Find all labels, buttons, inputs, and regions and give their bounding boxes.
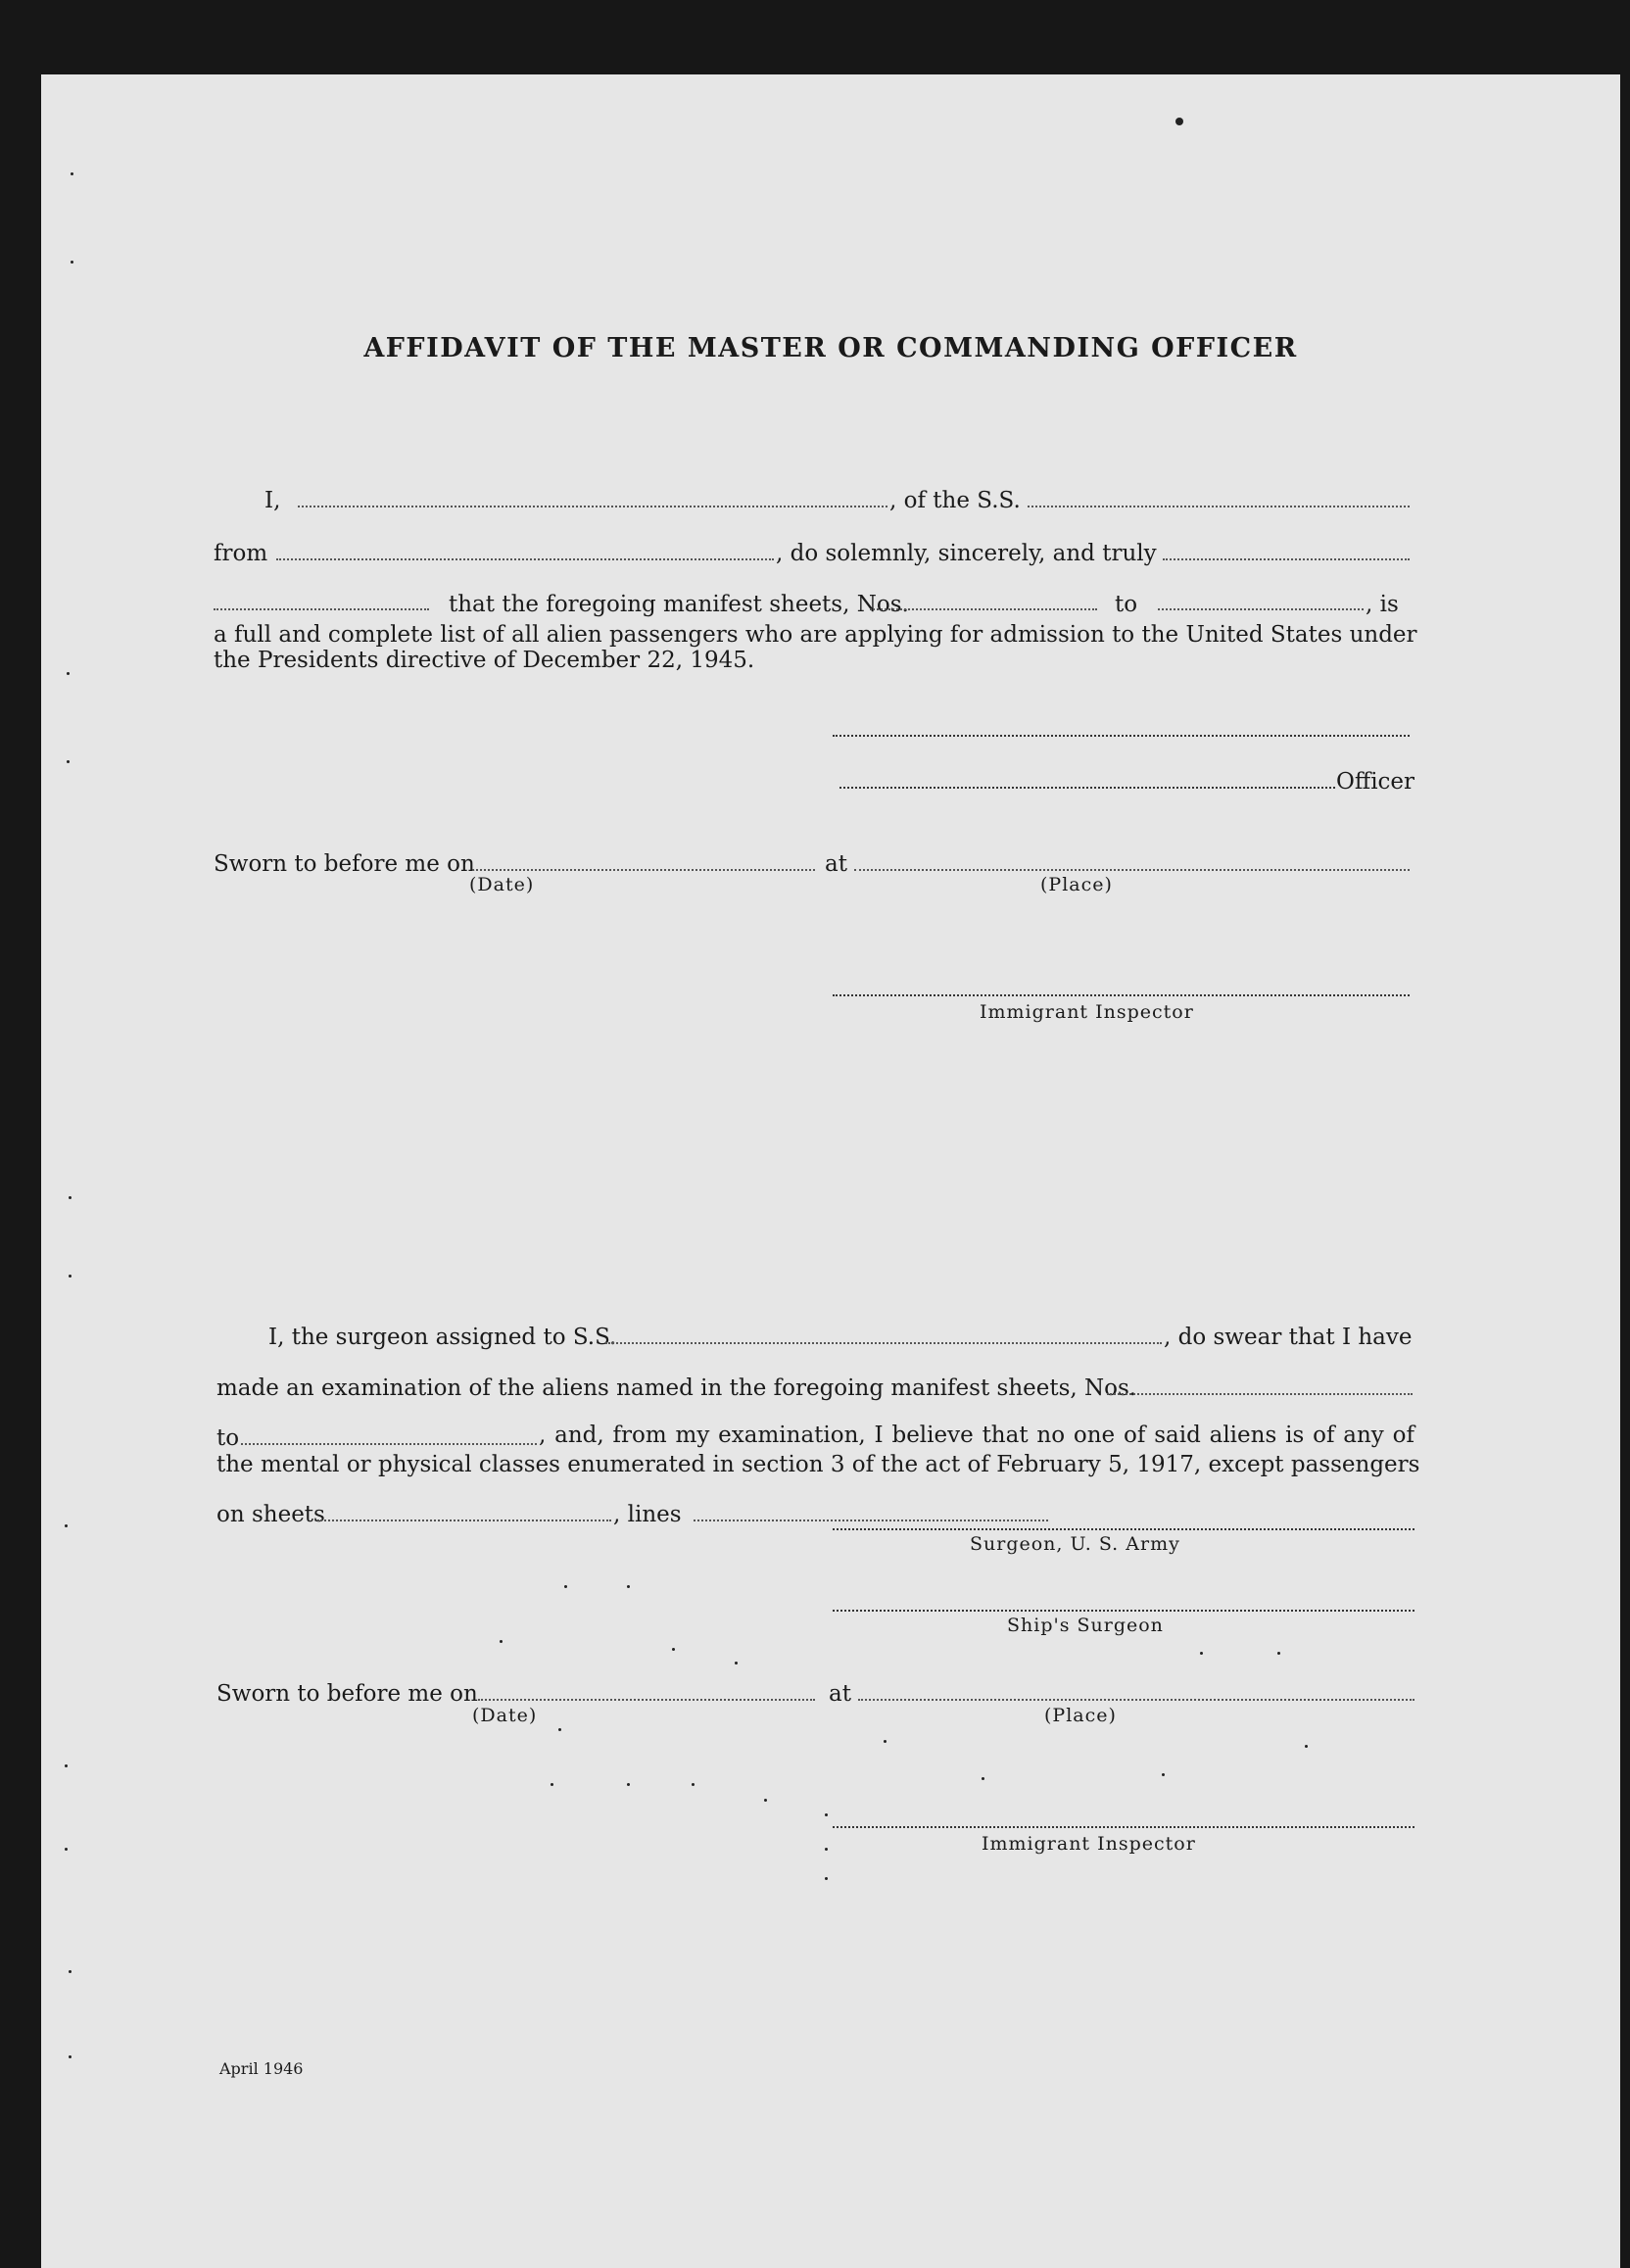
surgeon-place-field[interactable] [858, 1699, 1414, 1701]
scan-speck [500, 1640, 503, 1643]
surgeon-intro: I, the surgeon assigned to S.S. [268, 1325, 617, 1350]
scan-speck [884, 1740, 887, 1743]
surgeon-sworn-label: Sworn to before me on [216, 1681, 478, 1707]
of-ss-label: , of the S.S. [889, 488, 1021, 513]
footer-date: April 1946 [219, 2059, 304, 2078]
surgeon-date-caption: (Date) [472, 1705, 538, 1726]
master-signature-line[interactable] [833, 735, 1410, 737]
scan-speck [825, 1848, 828, 1851]
scan-speck [65, 1524, 68, 1527]
ships-surgeon-line[interactable] [833, 1610, 1414, 1612]
scan-speck [1162, 1773, 1165, 1776]
officer-label: Officer [1336, 769, 1415, 795]
scan-speck [67, 672, 70, 675]
scan-speck [69, 1275, 72, 1278]
exam-line: made an examination of the aliens named in the foregoing manifest sheets, Nos. [216, 1375, 1137, 1401]
scan-speck [982, 1777, 984, 1780]
scan-speck [71, 261, 73, 264]
surgeon-sheets-to-field[interactable] [241, 1443, 537, 1445]
master-at-label: at [825, 851, 847, 877]
scan-speck [71, 172, 73, 175]
oath-field[interactable] [214, 608, 429, 610]
scan-speck [65, 1764, 68, 1767]
surgeon-to-label: to [216, 1425, 240, 1451]
scan-speck [69, 1970, 72, 1973]
passenger-lines-field[interactable] [694, 1520, 1048, 1521]
sheets-from-field[interactable] [870, 608, 1097, 610]
surgeon-ship-field[interactable] [605, 1342, 1162, 1344]
swear-text: , do solemnly, sincerely, and truly [776, 541, 1157, 566]
surgeon-inspector-caption: Immigrant Inspector [982, 1833, 1196, 1855]
surgeon-swear-text: , do swear that I have [1164, 1325, 1413, 1350]
master-place-field[interactable] [854, 869, 1410, 871]
master-i-label: I, [264, 488, 281, 513]
to-label: to [1115, 592, 1138, 617]
surgeon-place-caption: (Place) [1044, 1705, 1117, 1726]
master-sworn-label: Sworn to before me on [214, 851, 475, 877]
scan-speck [69, 2055, 72, 2058]
scan-speck [1175, 118, 1183, 125]
swear-field[interactable] [1163, 558, 1410, 560]
scan-speck [825, 1877, 828, 1880]
on-sheets-label: on sheets [216, 1502, 325, 1527]
army-surgeon-caption: Surgeon, U. S. Army [970, 1533, 1180, 1555]
scan-speck [825, 1813, 828, 1816]
officer-signature-line[interactable] [839, 787, 1335, 789]
form-page [41, 74, 1620, 2268]
scan-speck [551, 1783, 553, 1786]
scan-speck [1305, 1745, 1308, 1748]
master-ship-field[interactable] [1028, 506, 1410, 507]
master-name-field[interactable] [298, 506, 887, 507]
sheets-to-field[interactable] [1158, 608, 1364, 610]
passenger-sheets-field[interactable] [317, 1520, 611, 1521]
master-date-field[interactable] [472, 869, 815, 871]
scan-speck [735, 1662, 738, 1665]
master-place-caption: (Place) [1040, 874, 1113, 895]
scan-speck [764, 1799, 767, 1802]
directive-line: the Presidents directive of December 22, 1945. [214, 648, 755, 673]
scan-speck [69, 1196, 72, 1199]
scan-speck [627, 1783, 630, 1786]
scan-speck [672, 1648, 675, 1651]
scan-speck [67, 760, 70, 763]
from-field[interactable] [276, 558, 774, 560]
from-label: from [214, 541, 268, 566]
form-title: AFFIDAVIT OF THE MASTER OR COMMANDING OFFICER [363, 333, 1298, 363]
scan-speck [692, 1783, 695, 1786]
believe-text: , and, from my examination, I believe that no one of said aliens is of any of [539, 1423, 1414, 1448]
scan-speck [627, 1585, 630, 1588]
full-list-line: a full and complete list of all alien passengers who are applying for admission to the United States under [214, 622, 1417, 648]
lines-label: , lines [613, 1502, 682, 1527]
master-inspector-caption: Immigrant Inspector [980, 1001, 1194, 1023]
master-inspector-line[interactable] [833, 994, 1410, 996]
surgeon-inspector-line[interactable] [833, 1826, 1414, 1828]
surgeon-date-field[interactable] [478, 1699, 815, 1701]
ships-surgeon-caption: Ship's Surgeon [1007, 1615, 1164, 1636]
classes-line: the mental or physical classes enumerated in section 3 of the act of February 5, 1917, except passengers [216, 1452, 1420, 1477]
surgeon-sheets-from-field[interactable] [1107, 1393, 1413, 1395]
scan-speck [65, 1848, 68, 1851]
master-date-caption: (Date) [469, 874, 535, 895]
scan-speck [564, 1585, 567, 1588]
manifest-text: that the foregoing manifest sheets, Nos. [449, 592, 909, 617]
scan-speck [1200, 1652, 1203, 1655]
is-label: , is [1366, 592, 1399, 617]
scan-speck [1277, 1652, 1280, 1655]
surgeon-at-label: at [829, 1681, 851, 1707]
army-surgeon-line[interactable] [833, 1528, 1414, 1530]
scan-speck [558, 1728, 561, 1731]
